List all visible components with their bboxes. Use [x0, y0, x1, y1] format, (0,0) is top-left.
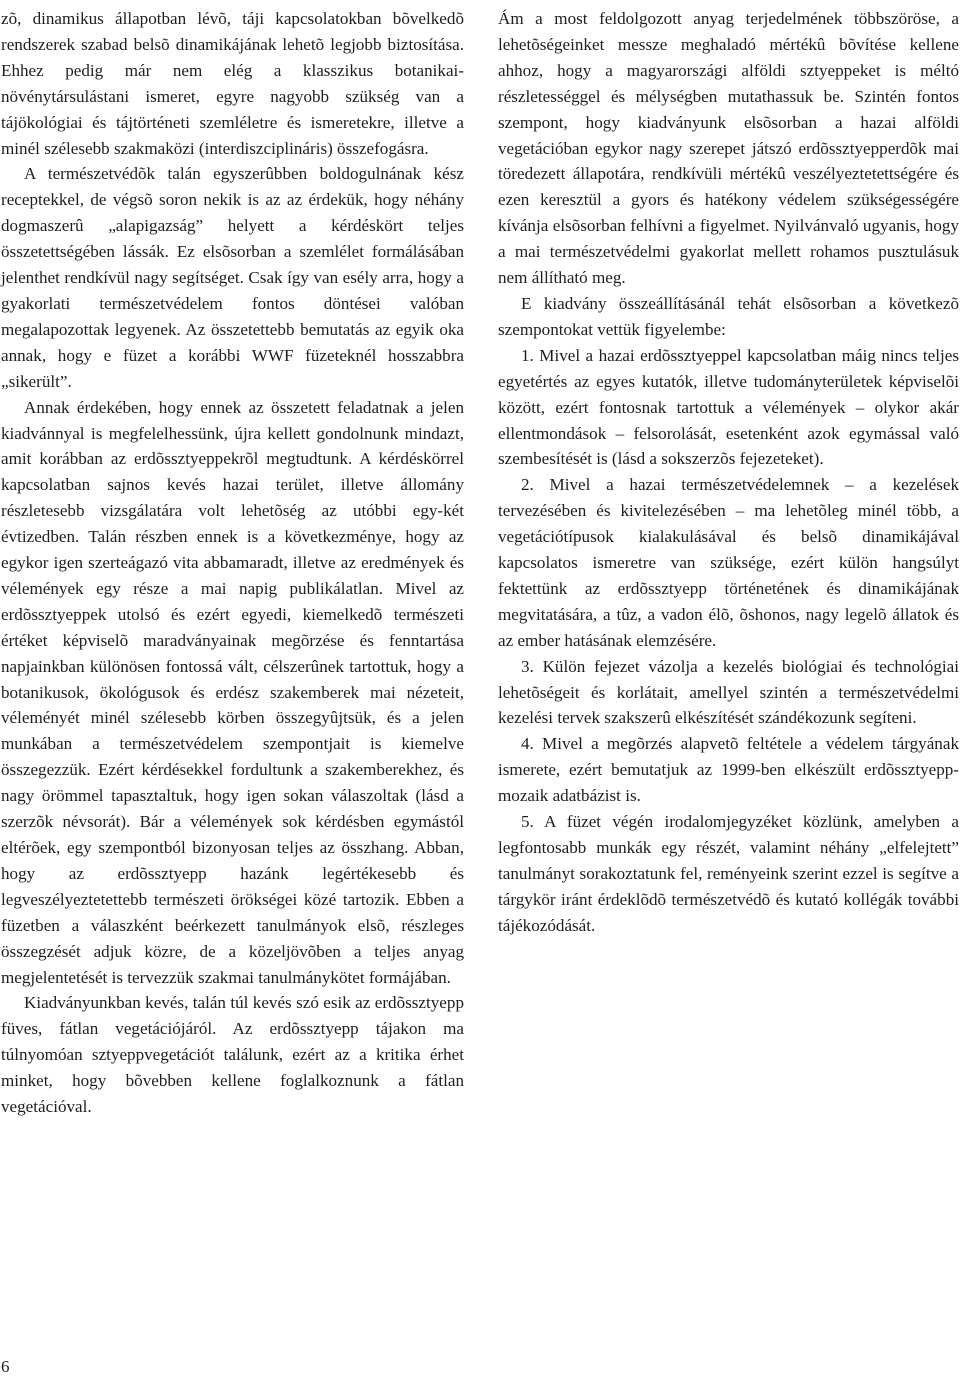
paragraph: E kiadvány összeállításánál tehát elsõsorban a következõ szempontokat vettük figyelembe:: [498, 293, 959, 339]
left-column: [1, 6, 464, 1120]
page-number: 6: [1, 1357, 10, 1376]
paragraph: zõ, dinamikus állapotban lévõ, táji kapcsolatokban bõvelkedõ rendszerek szabad belsõ dinamikájának lehetõ legjobb biztosítása. Ehhez pedig már nem elég a klasszikus botanikai-növénytársulástani ismeret, egyre nagyobb szükség van a tájökológiai és tájtörténeti szemléletre és ismeretekre, illetve a minél szélesebb szakmaközi (interdiszciplináris) összefogásra.: [1, 9, 464, 158]
list-item: 4. Mivel a megõrzés alapvetõ feltétele a védelem tárgyának ismerete, ezért bemutatjuk az 1999-ben elkészült erdõssztyepp-mozaik adatbázist is.: [498, 734, 959, 806]
right-column: [498, 6, 959, 939]
list-item: 2. Mivel a hazai természetvédelemnek – a kezelések tervezésében és kivitelezésében – ma lehetõleg minél több, a vegetációtípusok kialakulásával és belsõ dinamikájával kapcsolatos ismeretre van szüksége, ezért külön hangsúlyt fektettünk az erdõssztyepp történetének és dinamikájának megvitatására, a tûz, a vadon élõ, õshonos, nagy legelõ állatok és az ember hatásának elemzésére.: [498, 475, 959, 650]
list-item: 3. Külön fejezet vázolja a kezelés biológiai és technológiai lehetõségeit és korlátait, amellyel szintén a természetvédelmi kezelési tervek szakszerû elkészítését szándékozunk segíteni.: [498, 656, 959, 728]
paragraph: A természetvédõk talán egyszerûbben boldogulnának kész receptekkel, de végsõ soron nekik is az az érdekük, hogy néhány dogmaszerû „alapigazság” helyett a kérdéskört teljes összetettségében lássák. Ez elsõsorban a szemlélet formálásában jelenthet rendkívül nagy segítséget. Csak így van esély arra, hogy a gyakorlati természetvédelem fontos döntései valóban megalapozottak legyenek. Az összetettebb bemutatás az egyik oka annak, hogy e füzet a korábbi WWF füzeteknél hosszabbra „sikerült”.: [1, 164, 464, 391]
paragraph: Ám a most feldolgozott anyag terjedelmének többszöröse, a lehetõségeinket messze meghaladó mértékû bõvítése kellene ahhoz, hogy a magyarországi alföldi sztyeppeket is méltó részletességgel és mélységben mutathassuk be. Szintén fontos szempont, hogy kiadványunk elsõsorban a hazai alföldi vegetációban egykor nagy szerepet játszó erdõssztyepperdõk mai töredezett állapotára, rendkívüli mértékû veszélyeztetettségére és ezen keresztül a gyors és hatékony védelem szükségességére kívánja elsõsorban felhívni a figyelmet. Nyilvánvaló ugyanis, hogy a mai természetvédelmi gyakorlat mellett rohamos pusztulásuk nem állítható meg.: [498, 9, 959, 288]
list-item: 5. A füzet végén irodalomjegyzéket közlünk, amelyben a legfontosabb munkák egy részét, valamint néhány „elfelejtett” tanulmányt sorakoztatunk fel, reményeink szerint ezzel is segítve a tárgykör iránt érdeklõdõ természetvédõ és kutató kollégák további tájékozódását.: [498, 812, 959, 935]
paragraph: Kiadványunkban kevés, talán túl kevés szó esik az erdõssztyepp füves, fátlan vegetációjáról. Az erdõssztyepp tájakon ma túlnyomóan sztyeppvegetációt találunk, ezért az a kritika érhet minket, hogy bõvebben kellene foglalkoznunk a fátlan vegetációval.: [1, 993, 464, 1117]
paragraph: Annak érdekében, hogy ennek az összetett feladatnak a jelen kiadvánnyal is megfelelhessünk, újra kellett gondolnunk mindazt, amit korábban az erdõssztyeppekrõl megtudtunk. A kérdéskörrel kapcsolatban sajnos kevés hazai terület, illetve állomány részletesebb vizsgálatára volt lehetõség az utóbbi egy-két évtizedben. Talán részben ennek is a következménye, hogy az egykor igen szerteágazó vita abbamaradt, illetve az eredmények és vélemények egy része a mai napig publikálatlan. Mivel az erdõssztyeppek utolsó és ezért egyedi, kiemelkedõ természeti értéket képviselõ maradványainak megõrzése és fenntartása napjainkban különösen fontossá vált, célszerûnek tartottuk, hogy a botanikusok, ökológusok és erdész szakemberek mai nézeteit, véleményét minél szélesebb körben összegyûjtsük, és a jelen munkában a természetvédelem szempontjait is kiemelve összegezzük. Ezért kérdésekkel fordultunk a szakemberekhez, és nagy örömmel tapasztaltuk, hogy igen sokan válaszoltak (lásd a szerzõk névsorát). Bár a vélemények sok kérdésben egymástól eltérõek, egy szempontból bizonyosan teljes az összhang. Abban, hogy az erdõssztyepp hazánk legértékesebb és legveszélyeztetettebb természeti örökségei közé tartozik. Ebben a füzetben a válaszként beérkezett tanulmányok elsõ, részleges összegzését adjuk közre, de a közeljövõben a teljes anyag megjelentetését is tervezzük szakmai tanulmánykötet formájában.: [1, 397, 464, 987]
list-item: 1. Mivel a hazai erdõssztyeppel kapcsolatban máig nincs teljes egyetértés az egyes kutatók, illetve tudományterületek képviselõi között, ezért fontosnak tartottuk a vélemények – olykor akár ellentmondások – felsorolását, esetenként azok egymással való szembesítését is (lásd a sokszerzõs fejezeteket).: [498, 345, 959, 469]
